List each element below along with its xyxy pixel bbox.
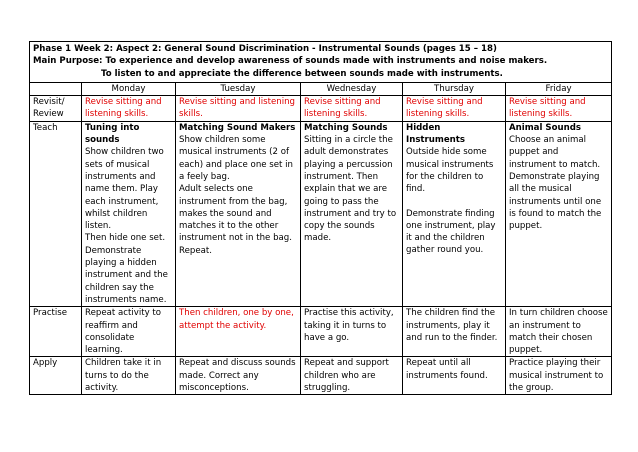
teach-wednesday xyxy=(301,121,403,306)
header-row xyxy=(30,42,612,83)
apply-row xyxy=(30,357,612,395)
practise-monday: Repeat activity to reaffirm and consolidate learning. xyxy=(82,307,176,357)
teach-tuesday-text2: Adult selects one instrument from the bag, makes the sound and matches it to the other instrument not in the bag. Repeat. xyxy=(179,184,292,256)
day-thursday: Thursday xyxy=(403,82,506,95)
apply-thursday: Repeat until all instruments found. xyxy=(403,357,506,395)
teach-friday-text1: Choose an animal puppet and instrument to match. xyxy=(509,135,601,170)
day-monday: Monday xyxy=(82,82,176,95)
teach-friday-text2: Demonstrate playing all the musical instruments until one is found to match the puppet. xyxy=(509,171,602,232)
main-purpose xyxy=(33,55,608,67)
revisit-label-line2: Review xyxy=(33,109,64,120)
teach-friday xyxy=(506,121,612,306)
teach-thursday-text1: Outside hide some musical instruments for the children to find. xyxy=(406,147,494,195)
day-tuesday: Tuesday xyxy=(176,82,301,95)
practise-friday: In turn children choose an instrument to match their chosen puppet. xyxy=(506,307,612,357)
practise-label: Practise xyxy=(30,307,82,357)
revisit-row xyxy=(30,96,612,122)
revisit-tuesday: Revise sitting and listening skills. xyxy=(176,96,301,122)
teach-monday-text2: Then hide one set. Demonstrate playing a hidden instrument and the children say the instruments name. xyxy=(85,233,168,305)
apply-monday: Children take it in turns to do the activity. xyxy=(82,357,176,395)
revisit-label xyxy=(30,96,82,122)
teach-thursday-text2: Demonstrate finding one instrument, play it and the children gather round you. xyxy=(406,208,496,256)
teach-tuesday-text1: Show children some musical instruments (2 of each) and place one set in a feely bag. xyxy=(179,135,293,182)
apply-wednesday: Repeat and support children who are struggling. xyxy=(301,357,403,395)
apply-label: Apply xyxy=(30,357,82,395)
main-purpose-line1: To experience and develop awareness of sounds made with instruments and noise makers. xyxy=(105,56,548,67)
corner-cell xyxy=(30,82,82,95)
lesson-plan-table xyxy=(29,41,612,395)
teach-tuesday xyxy=(176,121,301,306)
paragraph-gap xyxy=(406,196,502,208)
teach-thursday xyxy=(403,121,506,306)
practise-thursday: The children find the instruments, play it and run to the finder. xyxy=(403,307,506,357)
teach-wednesday-title: Matching Sounds xyxy=(304,122,388,133)
practise-tuesday: Then children, one by one, attempt the activity. xyxy=(176,307,301,357)
day-friday: Friday xyxy=(506,82,612,95)
revisit-monday: Revise sitting and listening skills. xyxy=(82,96,176,122)
revisit-label-line1: Revisit/ xyxy=(33,97,65,108)
day-header-row xyxy=(30,82,612,95)
apply-friday: Practice playing their musical instrument to the group. xyxy=(506,357,612,395)
revisit-friday: Revise sitting and listening skills. xyxy=(506,96,612,122)
teach-row xyxy=(30,121,612,306)
teach-friday-title: Animal Sounds xyxy=(509,122,582,133)
plan-title: Phase 1 Week 2: Aspect 2: General Sound Discrimination - Instrumental Sounds (pages 15 – 18) xyxy=(33,44,497,54)
teach-thursday-title: Hidden Instruments xyxy=(406,122,466,146)
teach-wednesday-text1: Sitting in a circle the adult demonstrates playing a percussion instrument. Then explain that we are going to pass the instrument and try to copy the sounds made. xyxy=(304,135,397,244)
teach-monday xyxy=(82,121,176,306)
day-wednesday: Wednesday xyxy=(301,82,403,95)
header-cell xyxy=(30,42,612,83)
main-purpose-label: Main Purpose: xyxy=(33,56,103,67)
revisit-thursday: Revise sitting and listening skills. xyxy=(403,96,506,122)
practise-wednesday: Practise this activity, taking it in turns to have a go. xyxy=(301,307,403,357)
teach-monday-text1: Show children two sets of musical instruments and name them. Play each instrument, whilst children listen. xyxy=(85,147,164,232)
teach-label: Teach xyxy=(30,121,82,306)
teach-tuesday-title: Matching Sound Makers xyxy=(179,122,296,133)
main-purpose-line2: To listen to and appreciate the difference between sounds made with instruments. xyxy=(101,68,503,79)
apply-tuesday: Repeat and discuss sounds made. Correct any misconceptions. xyxy=(176,357,301,395)
practise-row xyxy=(30,307,612,357)
revisit-wednesday: Revise sitting and listening skills. xyxy=(301,96,403,122)
teach-monday-title: Tuning into sounds xyxy=(85,122,140,146)
